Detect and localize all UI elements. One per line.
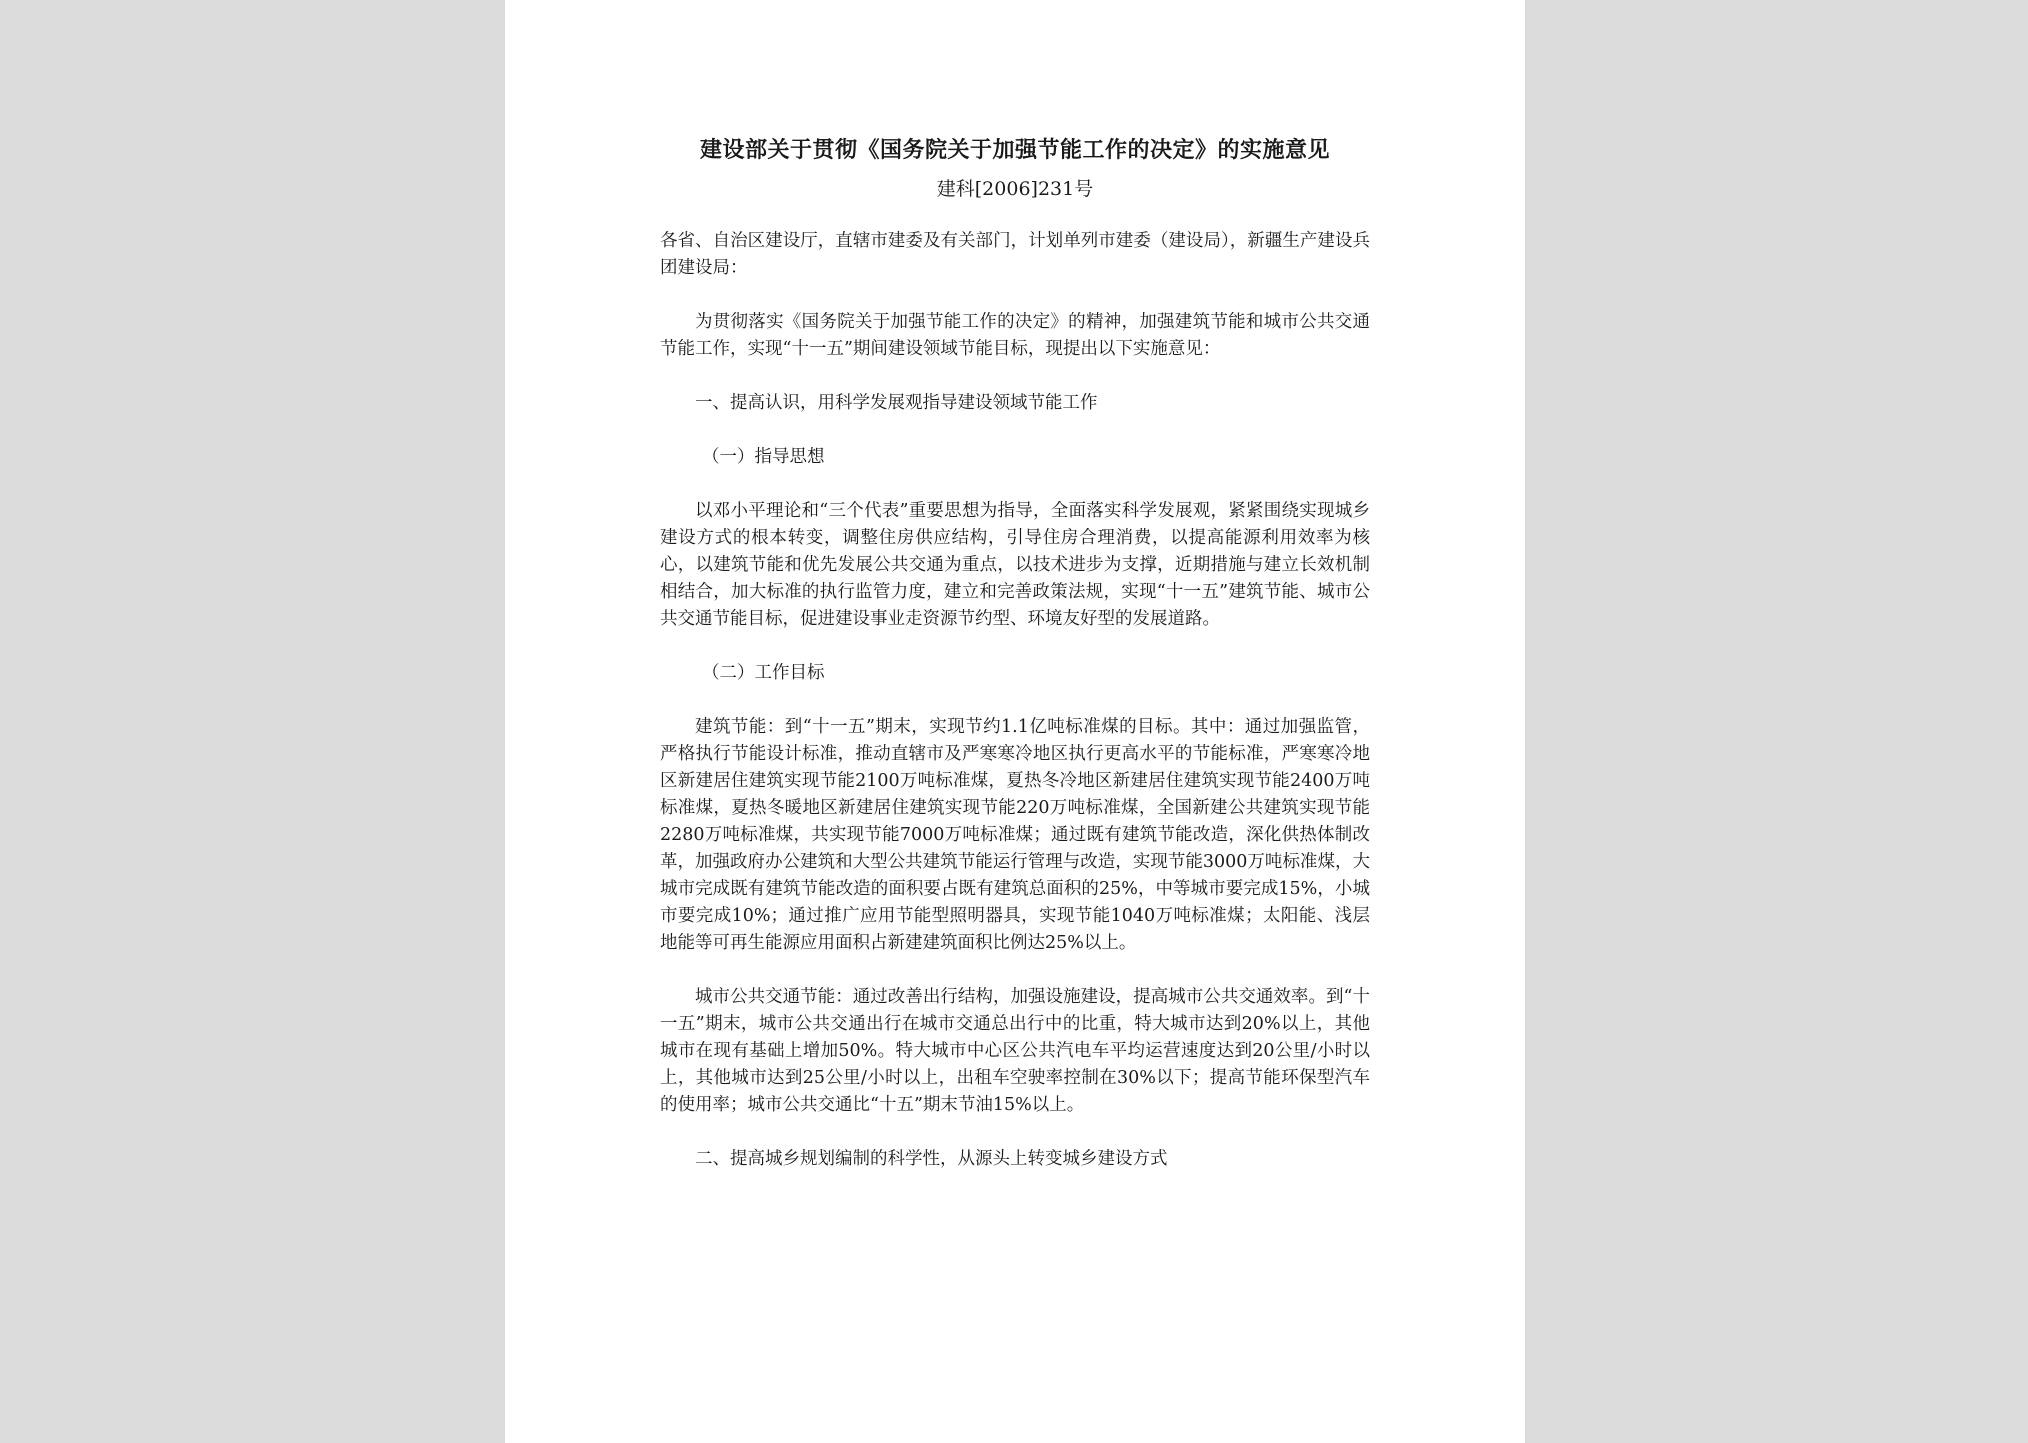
document-number: 建科[2006]231号 bbox=[936, 178, 1094, 200]
intro-paragraph: 为贯彻落实《国务院关于加强节能工作的决定》的精神，加强建筑节能和城市公共交通节能工作，实现“十一五”期间建设领域节能目标，现提出以下实施意见： bbox=[660, 312, 1370, 359]
addressee-paragraph: 各省、自治区建设厅，直辖市建委及有关部门，计划单列市建委（建设局），新疆生产建设兵团建设局： bbox=[660, 231, 1370, 278]
document-title: 建设部关于贯彻《国务院关于加强节能工作的决定》的实施意见 bbox=[699, 137, 1330, 163]
document-page bbox=[505, 0, 1525, 1443]
guiding-thought-paragraph: 以邓小平理论和“三个代表”重要思想为指导，全面落实科学发展观，紧紧围绕实现城乡建设方式的根本转变，调整住房供应结构，引导住房合理消费，以提高能源利用效率为核心，以建筑节能和优先发展公共交通为重点，以技术进步为支撑，近期措施与建立长效机制相结合，加大标准的执行监管力度，建立和完善政策法规，实现“十一五”建筑节能、城市公共交通节能目标，促进建设事业走资源节约型、环境友好型的发展道路。 bbox=[660, 501, 1370, 629]
building-energy-paragraph: 建筑节能：到“十一五”期末，实现节约1.1亿吨标准煤的目标。其中：通过加强监管，严格执行节能设计标准，推动直辖市及严寒寒冷地区执行更高水平的节能标准，严寒寒冷地区新建居住建筑实现节能2100万吨标准煤，夏热冬冷地区新建居住建筑实现节能2400万吨标准煤，夏热冬暖地区新建居住建筑实现节能220万吨标准煤，全国新建公共建筑实现节能2280万吨标准煤，共实现节能7000万吨标准煤；通过既有建筑节能改造，深化供热体制改革，加强政府办公建筑和大型公共建筑节能运行管理与改造，实现节能3000万吨标准煤，大城市完成既有建筑节能改造的面积要占既有建筑总面积的25%，中等城市要完成15%，小城市要完成10%；通过推广应用节能型照明器具，实现节能1040万吨标准煤；太阳能、浅层地能等可再生能源应用面积占新建建筑面积比例达25%以上。 bbox=[660, 717, 1370, 953]
transport-energy-paragraph: 城市公共交通节能：通过改善出行结构，加强设施建设，提高城市公共交通效率。到“十一五”期末，城市公共交通出行在城市交通总出行中的比重，特大城市达到20%以上，其他城市在现有基础上增加50%。特大城市中心区公共汽电车平均运营速度达到20公里/小时以上，其他城市达到25公里/小时以上，出租车空驶率控制在30%以下；提高节能环保型汽车的使用率；城市公共交通比“十五”期末节油15%以上。 bbox=[660, 987, 1370, 1115]
subsection-1-heading: （一）指导思想 bbox=[702, 447, 825, 467]
subsection-2-heading: （二）工作目标 bbox=[702, 663, 825, 683]
section-1-heading: 一、提高认识，用科学发展观指导建设领域节能工作 bbox=[695, 393, 1098, 413]
section-2-heading: 二、提高城乡规划编制的科学性，从源头上转变城乡建设方式 bbox=[695, 1149, 1168, 1169]
